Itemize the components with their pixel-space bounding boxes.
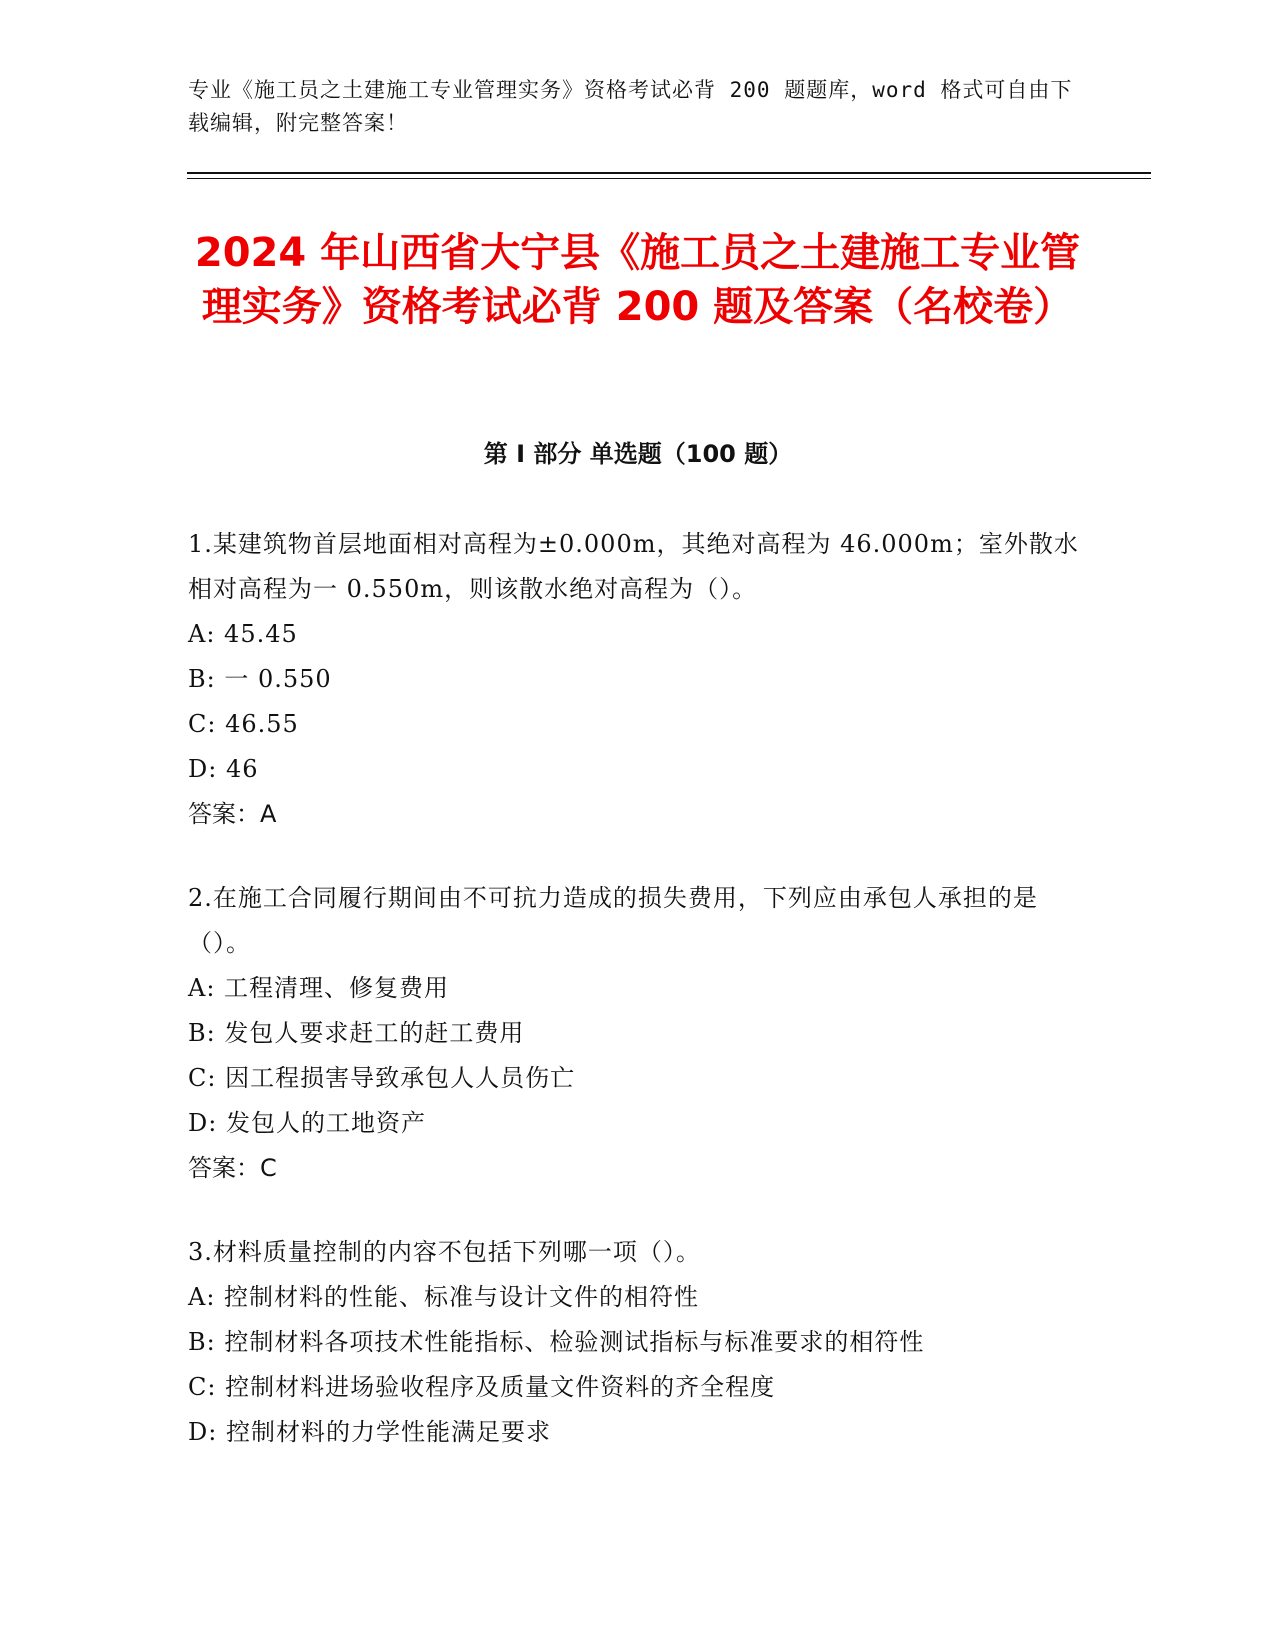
- question-3: [188, 1230, 1088, 1455]
- answer: 答案：A: [188, 800, 277, 828]
- section-title: 第 I 部分 单选题（100 题）: [483, 440, 793, 468]
- header-divider-thin: [187, 178, 1151, 179]
- option-a: A: 控制材料的性能、标准与设计文件的相符性: [188, 1283, 700, 1311]
- document-title: 2024 年山西省大宁县《施工员之土建施工专业管理实务》资格考试必背 200 题及答案（名校卷）: [194, 230, 1081, 330]
- header-divider-thick: [187, 172, 1151, 174]
- question-1: [188, 522, 1088, 837]
- option-c: C: 因工程损害导致承包人人员伤亡: [188, 1064, 576, 1092]
- option-b: B: 一 0.550: [188, 665, 332, 693]
- option-a: A: 工程清理、修复费用: [188, 974, 450, 1002]
- question-stem: 2.在施工合同履行期间由不可抗力造成的损失费用，下列应由承包人承担的是（）。: [188, 884, 1038, 957]
- question-2: [188, 876, 1088, 1191]
- option-b: B: 控制材料各项技术性能指标、检验测试指标与标准要求的相符性: [188, 1328, 925, 1356]
- option-b: B: 发包人要求赶工的赶工费用: [188, 1019, 525, 1047]
- option-c: C: 控制材料进场验收程序及质量文件资料的齐全程度: [188, 1373, 776, 1401]
- question-stem: 1.某建筑物首层地面相对高程为±0.000m，其绝对高程为 46.000m；室外散水相对高程为一 0.550m，则该散水绝对高程为（）。: [188, 530, 1079, 603]
- header-note: 专业《施工员之土建施工专业管理实务》资格考试必背 200 题题库，word 格式可自由下载编辑，附完整答案！: [188, 78, 1073, 135]
- option-d: D: 46: [188, 755, 259, 783]
- question-stem: 3.材料质量控制的内容不包括下列哪一项（）。: [188, 1238, 701, 1266]
- option-c: C: 46.55: [188, 710, 299, 738]
- option-d: D: 发包人的工地资产: [188, 1109, 426, 1137]
- answer: 答案：C: [188, 1154, 277, 1182]
- option-a: A: 45.45: [188, 620, 298, 648]
- option-d: D: 控制材料的力学性能满足要求: [188, 1418, 551, 1446]
